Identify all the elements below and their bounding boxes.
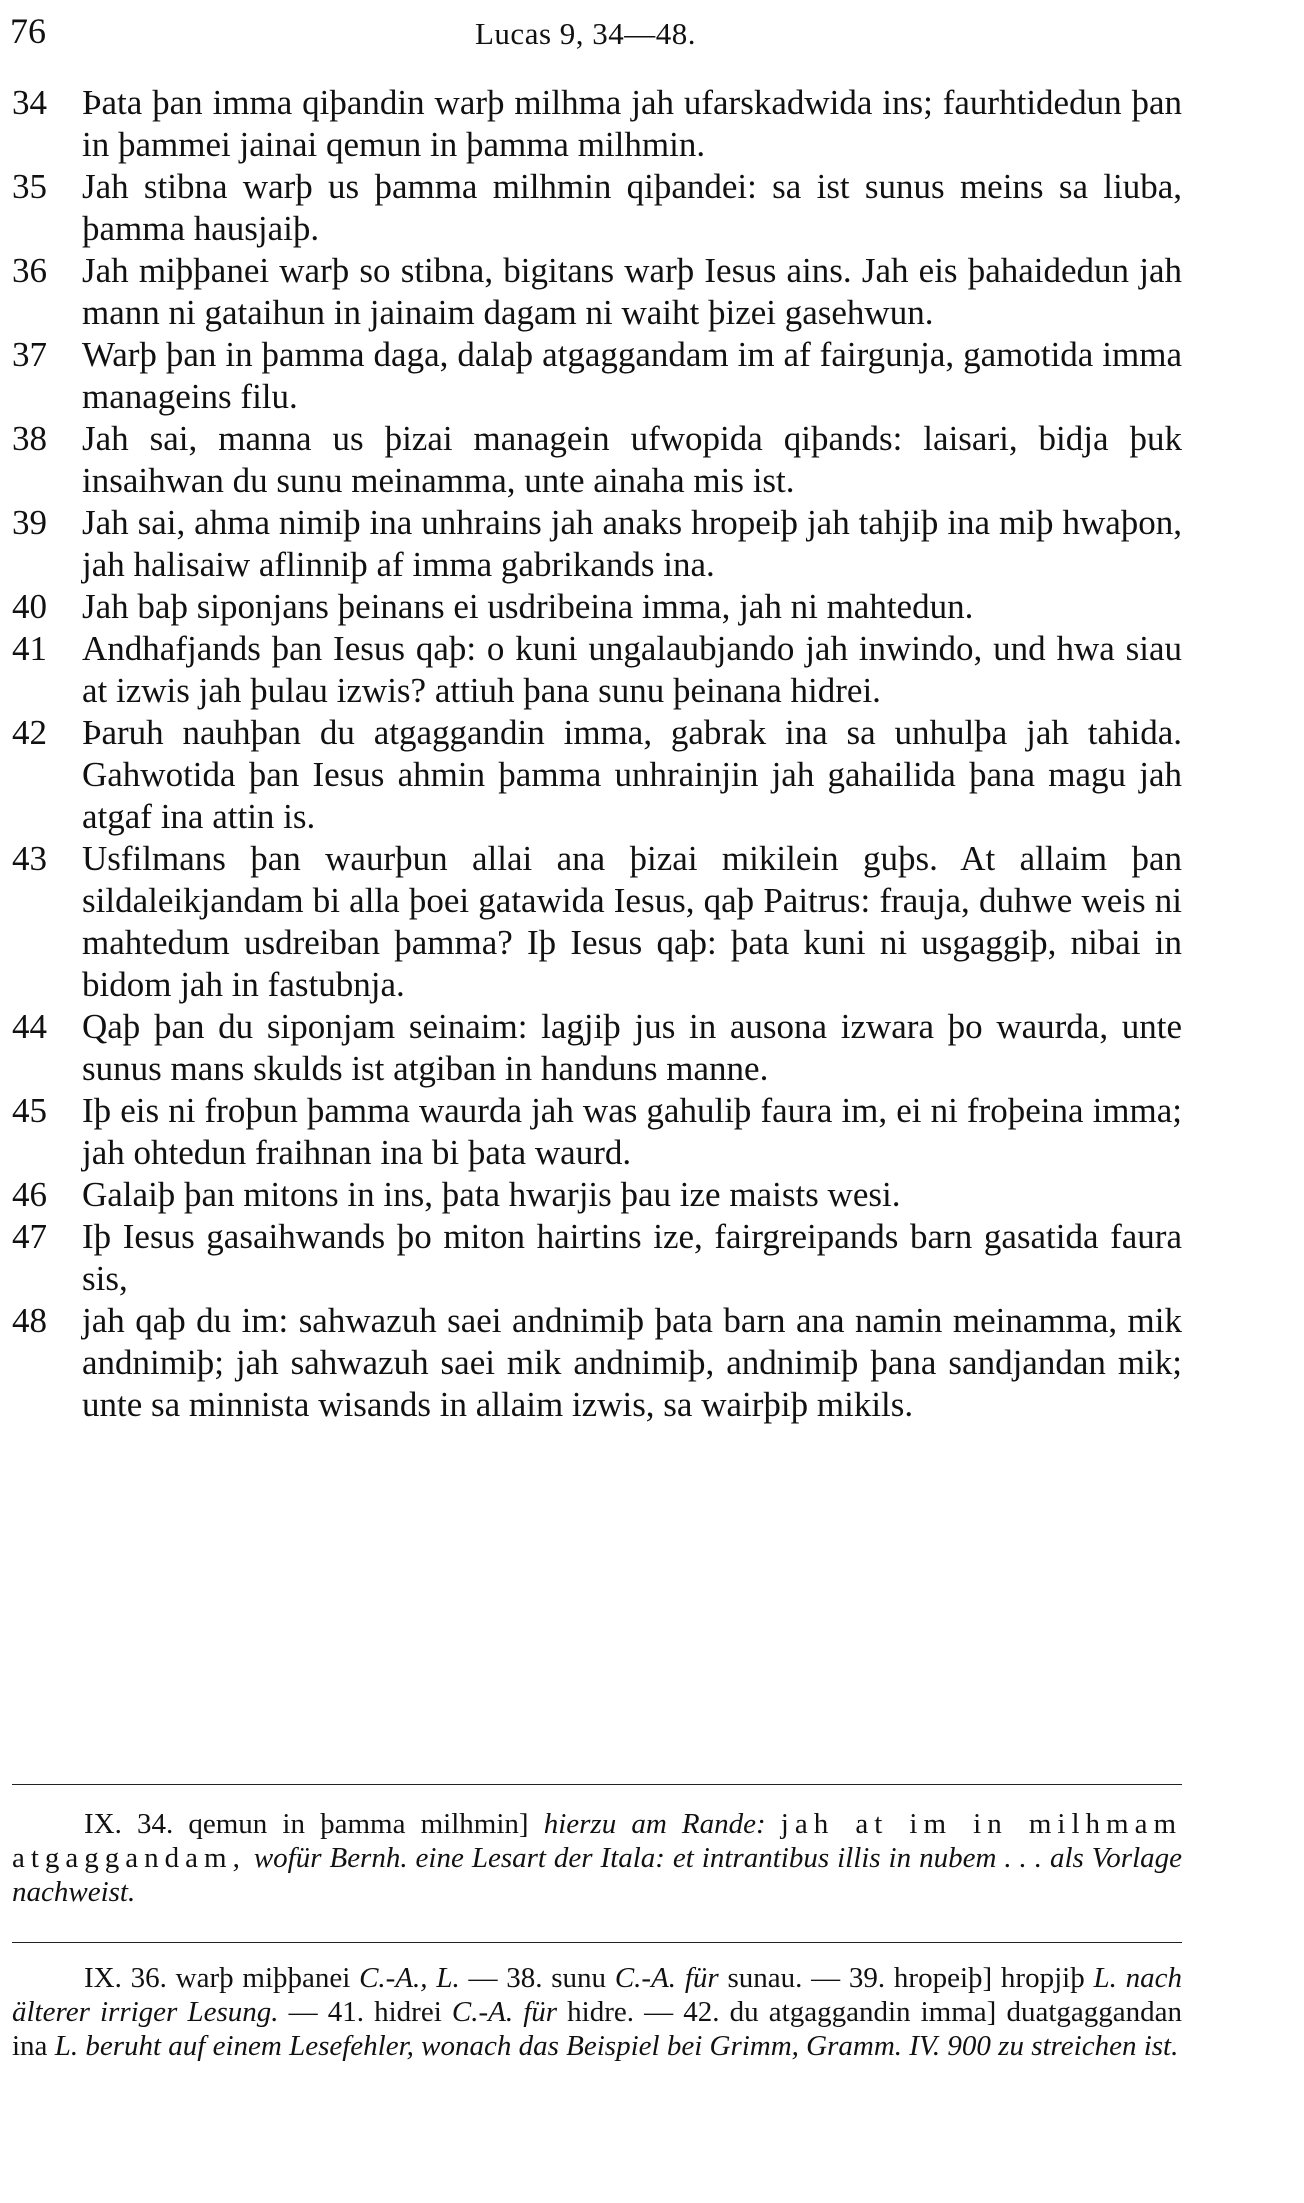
verse (12, 1216, 1182, 1300)
page-header (10, 10, 1304, 60)
verse-number: 34 (12, 83, 47, 122)
verse-text: Warþ þan in þamma daga, dalaþ atgaggandam im af fairgunja, gamotida imma manageins filu. (82, 335, 1182, 416)
footnote-2-segment: — 38. sunu (459, 1962, 615, 1994)
verse-number: 44 (12, 1007, 47, 1046)
verse-text: Galaiþ þan mitons in ins, þata hwarjis þau ize maists wesi. (82, 1175, 901, 1214)
verse (12, 418, 1182, 502)
verse-text: Þata þan imma qiþandin warþ milhma jah ufarskadwida ins; faurhtidedun þan in þammei jainai qemun in þamma milhmin. (82, 83, 1182, 164)
footnote-2-segment: hidre. — 42. du atgaggandin imma] duatgaggandan ina (12, 1996, 1182, 2062)
verse-text: jah qaþ du im: sahwazuh saei andnimiþ þata barn ana namin meinamma, mik andnimiþ; jah sahwazuh saei mik andnimiþ, andnimiþ þana sandjandan mik; unte sa minnista wisands in allaim izwis, sa wairþiþ mikils. (82, 1301, 1182, 1424)
footnote-1-b: jah at im in milhmam atgaggandam, (12, 1808, 1183, 1874)
verse-list (12, 82, 1182, 1426)
verse (12, 586, 1182, 628)
verse-number: 42 (12, 713, 47, 752)
verse-text: Andhafjands þan Iesus qaþ: o kuni ungalaubjando jah inwindo, und hwa siau at izwis jah þulau izwis? attiuh þana sunu þeinana hidrei. (82, 629, 1182, 710)
verse (12, 1174, 1182, 1216)
verse (12, 502, 1182, 586)
verse (12, 1090, 1182, 1174)
footnote-block-2 (12, 1942, 1182, 2063)
footnote-1-ref: IX. 34. qemun in þamma milhmin] (84, 1808, 529, 1840)
verse-number: 46 (12, 1175, 47, 1214)
footnote-2-segment: — 41. hidrei (278, 1996, 452, 2028)
verse (12, 334, 1182, 418)
verse-text: Iþ eis ni froþun þamma waurda jah was gahuliþ faura im, ei ni froþeina imma; jah ohtedun fraihnan ina bi þata waurd. (82, 1091, 1182, 1172)
footnote-2-segment: L. beruht auf einem Lesefehler, wonach das Beispiel bei Grimm, Gramm. IV. 900 zu streichen ist. (54, 2030, 1179, 2062)
verse-text: Usfilmans þan waurþun allai ana þizai mikilein guþs. At allaim þan sildaleikjandam bi alla þoei gatawida Iesus, qaþ Paitrus: frauja, duhwe weis ni mahtedum usdreiban þamma? Iþ Iesus qaþ: þata kuni ni usgaggiþ, nibai in bidom jah in fastubnja. (82, 839, 1182, 1004)
footnote-block-1 (12, 1784, 1182, 1909)
verse-number: 45 (12, 1091, 47, 1130)
verse-text: Jah sai, ahma nimiþ ina unhrains jah anaks hropeiþ jah tahjiþ ina miþ hwaþon, jah halisaiw aflinniþ af imma gabrikands ina. (82, 503, 1182, 584)
footnote-2-segment: IX. 36. warþ miþþanei (84, 1962, 360, 1994)
footnote-2-segment: C.-A. für (451, 1996, 558, 2028)
verse (12, 166, 1182, 250)
verse-text: Þaruh nauhþan du atgaggandin imma, gabrak ina sa unhulþa jah tahida. Gahwotida þan Iesus ahmin þamma unhrainjin jah gahailida þana magu jah atgaf ina attin is. (82, 713, 1182, 836)
verse-number: 36 (12, 251, 47, 290)
verse-number: 37 (12, 335, 47, 374)
verse-text: Jah sai, manna us þizai managein ufwopida qiþands: laisari, bidja þuk insaihwan du sunu meinamma, unte ainaha mis ist. (82, 419, 1182, 500)
verse-number: 40 (12, 587, 47, 626)
verse-text: Jah baþ siponjans þeinans ei usdribeina imma, jah ni mahtedun. (82, 587, 974, 626)
verse-number: 39 (12, 503, 47, 542)
verse-number: 48 (12, 1301, 47, 1340)
footnote-2 (12, 1961, 1182, 2063)
verse-text: Jah stibna warþ us þamma milhmin qiþandei: sa ist sunus meins sa liuba, þamma hausjaiþ. (82, 167, 1182, 248)
verse (12, 628, 1182, 712)
running-title: Lucas 9, 34—48. (475, 16, 697, 51)
footnote-2-segment: C.-A., L. (359, 1962, 460, 1994)
footnote-2-segment: C.-A. für (614, 1962, 719, 1994)
verse (12, 1300, 1182, 1426)
footnote-2-segment: L. nach älterer irriger Lesung. (12, 1962, 1183, 2028)
verse-text: Qaþ þan du siponjam seinaim: lagjiþ jus in ausona izwara þo waurda, unte sunus mans skulds ist atgiban in handuns manne. (82, 1007, 1182, 1088)
verse-number: 47 (12, 1217, 47, 1256)
verse (12, 1006, 1182, 1090)
footnote-1 (12, 1807, 1182, 1909)
page-number: 76 (10, 11, 46, 51)
verse (12, 250, 1182, 334)
footnote-1-c: wofür Bernh. eine Lesart der Itala: et intrantibus illis in nubem . . . als Vorlage nachweist. (12, 1842, 1182, 1908)
footnote-2-segment: sunau. — 39. hropeiþ] hropjiþ (718, 1962, 1094, 1994)
verse (12, 838, 1182, 1006)
footnote-1-a: hierzu am Rande: (543, 1808, 766, 1840)
verse-text: Iþ Iesus gasaihwands þo miton hairtins ize, fairgreipands barn gasatida faura sis, (82, 1217, 1182, 1298)
verse-number: 43 (12, 839, 47, 878)
verse-number: 35 (12, 167, 47, 206)
verse (12, 82, 1182, 166)
verse-number: 38 (12, 419, 47, 458)
verse-number: 41 (12, 629, 47, 668)
verse (12, 712, 1182, 838)
verse-text: Jah miþþanei warþ so stibna, bigitans warþ Iesus ains. Jah eis þahaidedun jah mann ni gataihun in jainaim dagam ni waiht þizei gasehwun. (82, 251, 1182, 332)
